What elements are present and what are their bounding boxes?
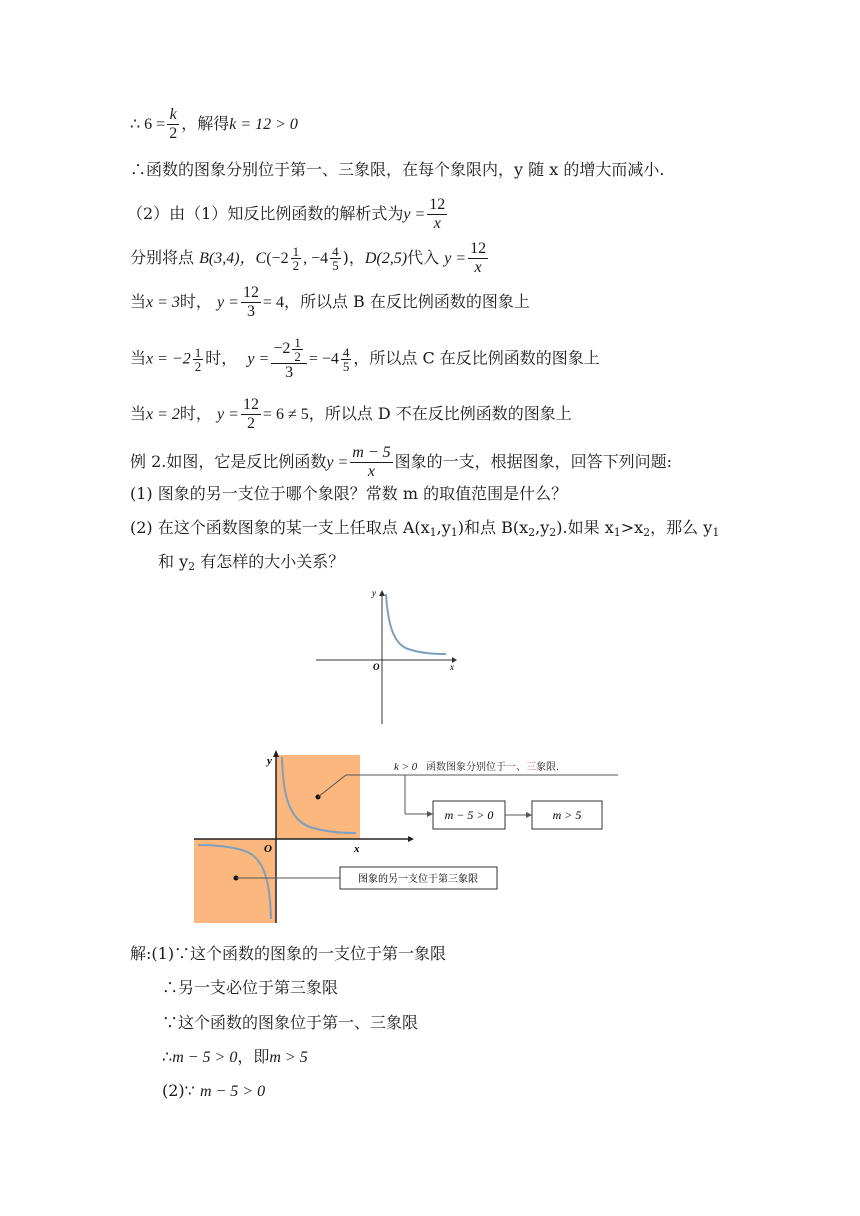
arrowhead-1 [427, 811, 433, 817]
line-quadrant-conclusion: ∴函数的图象分别位于第一、三象限，在每个象限内，y 随 x 的增大而减小. [130, 160, 665, 179]
third-quadrant-box-text: 图象的另一支位于第三象限 [358, 874, 478, 885]
line-k-solve: ∴ 6 = $\frac{k}{2}$ ，解得k = 12 > 0 [130, 106, 298, 142]
complex-fraction: −2 $\frac{1}{2}$ 3 [271, 336, 307, 382]
fraction-k-over-2: $\frac{k}{2}$ [169, 106, 178, 142]
origin-label: O [264, 843, 272, 855]
x-axis-label: x [354, 843, 360, 855]
fraction-12-over-x: $\frac{12}{x}$ [429, 196, 446, 232]
line-part2-expression: （2）由（1）知反比例函数的解析式为y = $\frac{12}{x}$ [127, 196, 446, 232]
x-axis-arrow [408, 836, 414, 842]
hyperbola-curve [386, 594, 446, 654]
x-axis-label: x [450, 662, 454, 672]
line-check-point-b: 当x = 3时， y = $\frac{12}{3}$ = 4，所以点 B 在反比例函数的图象上 [130, 284, 530, 320]
hyperbola-branch-figure [316, 586, 462, 726]
solution-line-3: ∵这个函数的图象位于第一、三象限 [162, 1013, 419, 1032]
note-text: k > 0 函数图象分别位于一、三象限. [394, 761, 560, 773]
line-check-point-c: 当x = −2 $\frac{1}{2}$ 时， y = −2 $\frac{1}{2}$ 3 = −4 $\frac{4}{5}$ ，所以点 C 在反比例函数的图象上 [130, 335, 600, 381]
condition-box-text: m − 5 > 0 [444, 808, 494, 822]
question-2-continued: 和 $y_2$ 有怎样的大小关系？ [158, 552, 345, 573]
question-1: (1) 图象的另一支位于哪个象限？常数 m 的取值范围是什么？ [130, 484, 568, 503]
y-axis-arrow [379, 590, 385, 596]
line-example-2: 例 2.如图，它是反比例函数y = $\frac{m - 5}{x}$ 图象的一支，根据图象，回答下列问题: [130, 444, 673, 480]
annotated-quadrant-diagram [190, 745, 620, 927]
question-2: (2) 在这个函数图象的某一支上任取点 $A(x_1,y_1)$和点 $B(x_2,y_2)$.如果 $x_1>x_2$，那么 $y_1$ [130, 518, 720, 539]
y-axis-arrow [273, 750, 279, 757]
solution-line-2: ∴另一支必位于第三象限 [162, 978, 339, 997]
result-box-text: m > 5 [552, 808, 582, 822]
origin-label: O [373, 662, 380, 672]
solution-line-4: ∴m − 5 > 0，即m > 5 [162, 1047, 308, 1066]
leader-line-1 [318, 775, 618, 797]
y-axis-label: y [267, 755, 272, 767]
line-substitute-points: 分别将点 B(3,4)，C(−2 $\frac{1}{2}$ , −4 $\frac{4}{5}$ )，D(2,5)代入 y = $\frac{12}{x}$ [130, 240, 487, 276]
solution-line-5: (2)∵ m − 5 > 0 [162, 1081, 266, 1100]
line-check-point-d: 当x = 2时， y = $\frac{12}{2}$ = 6 ≠ 5，所以点 D 不在反比例函数的图象上 [130, 396, 572, 432]
y-axis-label: y [372, 588, 376, 598]
solution-line-1: 解:(1)∵这个函数的图象的一支位于第一象限 [130, 944, 447, 963]
arrowhead-2 [526, 812, 532, 818]
